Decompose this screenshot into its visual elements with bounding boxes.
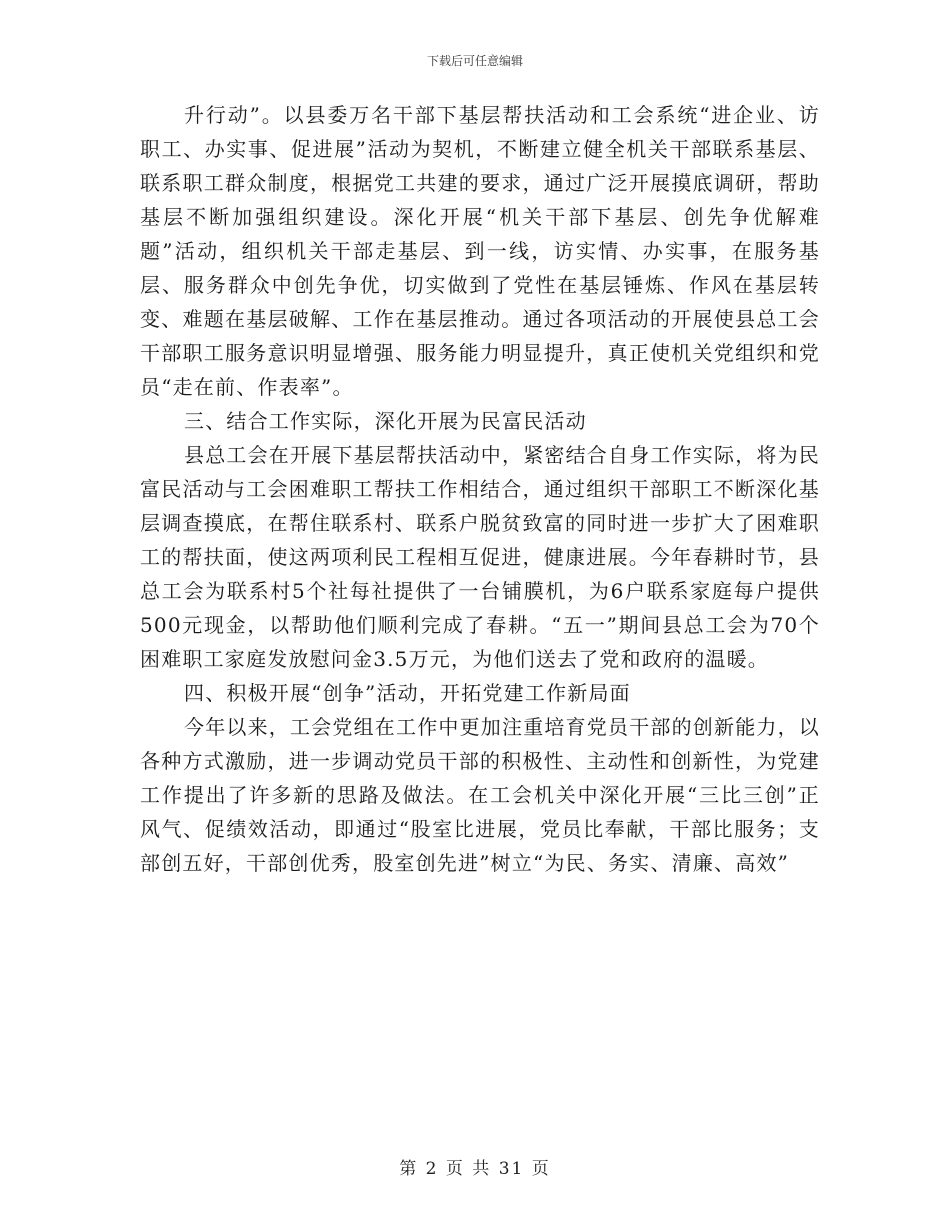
page-header-note: 下载后可任意编辑 [426, 54, 523, 68]
section-heading-3: 三、结合工作实际，深化开展为民富民活动 [184, 409, 587, 433]
paragraph-1: 升行动”。以县委万名干部下基层帮扶活动和工会系统“进企业、访职工、办实事、促进展”活动为契机，不断建立健全机关干部联系基层、联系职工群众制度，根据党工共建的要求，通过广泛开展摸底调研，帮助基层不断加强组织建设。深化开展“机关干部下基层、创先争优解难题”活动，组织机关干部走基层、到一线，访实情、办实事，在服务基层、服务群众中创先争优，切实做到了党性在基层锤炼、作风在基层转变、难题在基层破解、工作在基层推动。通过各项活动的开展使县总工会干部职工服务意识明显增强、服务能力明显提升，真正使机关党组织和党员“走在前、作表率”。 [140, 103, 820, 399]
page-number: 第 2 页 共 31 页 [399, 1159, 551, 1179]
document-body [140, 98, 820, 880]
section-heading-4: 四、积极开展“创争”活动，开拓党建工作新局面 [184, 681, 631, 705]
paragraph-3: 今年以来，工会党组在工作中更加注重培育党员干部的创新能力，以各种方式激励，进一步调动党员干部的积极性、主动性和创新性，为党建工作提出了许多新的思路及做法。在工会机关中深化开展“三比三创”正风气、促绩效活动，即通过“股室比进展，党员比奉献，干部比服务；支部创五好，干部创优秀，股室创先进”树立“为民、务实、清廉、高效” [140, 715, 820, 875]
paragraph-2: 县总工会在开展下基层帮扶活动中，紧密结合自身工作实际，将为民富民活动与工会困难职工帮扶工作相结合，通过组织干部职工不断深化基层调查摸底，在帮住联系村、联系户脱贫致富的同时进一步扩大了困难职工的帮扶面，使这两项利民工程相互促进，健康进展。今年春耕时节，县总工会为联系村5个社每社提供了一台铺膜机，为6户联系家庭每户提供500元现金，以帮助他们顺利完成了春耕。“五一”期间县总工会为70个困难职工家庭发放慰问金3.5万元，为他们送去了党和政府的温暖。 [140, 443, 820, 671]
